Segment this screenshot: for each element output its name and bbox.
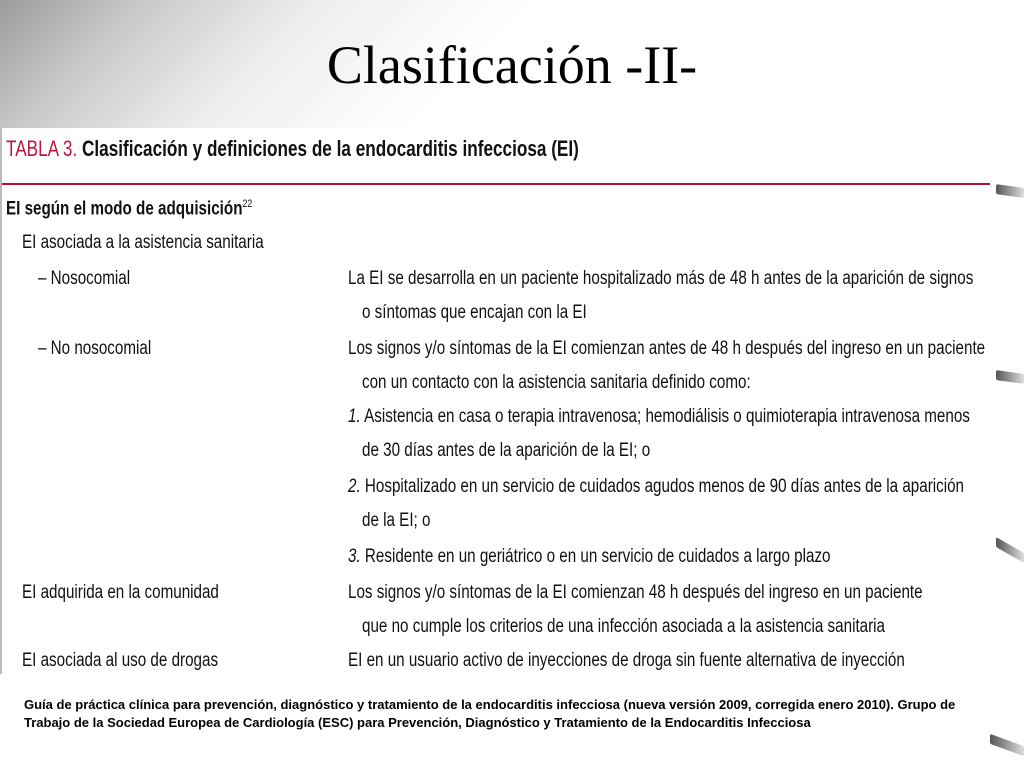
definition-line: que no cumple los criterios de una infección asociada a la asistencia sanitaria (362, 616, 886, 637)
list-number: 2. (348, 476, 361, 497)
list-item-text: Asistencia en casa o terapia intravenosa; hemodiálisis o quimioterapia intravenosa menos (364, 406, 970, 427)
list-number: 3. (348, 546, 361, 567)
category-label: EI adquirida en la comunidad (22, 582, 219, 603)
definition-line: EI en un usuario activo de inyecciones de droga sin fuente alternativa de inyección (348, 650, 905, 671)
slide-title: Clasificación -II- (326, 35, 698, 95)
list-item-text: Hospitalizado en un servicio de cuidados agudos menos de 90 días antes de la aparición (364, 476, 965, 497)
subcategory-label: – No nosocomial (38, 338, 152, 359)
definition-line: con un contacto con la asistencia sanitaria definido como: (362, 372, 751, 393)
category-label: EI asociada al uso de drogas (22, 650, 219, 671)
definition-line: o síntomas que encajan con la EI (362, 302, 587, 323)
source-citation: Guía de práctica clínica para prevención, diagnóstico y tratamiento de la endocarditis infecciosa (nueva versión 2009, corregida enero 2010). Grupo de Trabajo de la Sociedad Europea de Cardiología (ESC) para Prevención, Diagnóstico y Tratamiento de la Endocarditis Infecciosa (24, 697, 956, 730)
table-image (2, 128, 990, 674)
definition-line: Los signos y/o síntomas de la EI comienzan 48 h después del ingreso en un paciente (348, 582, 923, 603)
heading-divider (2, 183, 990, 185)
section-reference: 22 (242, 198, 253, 210)
definition-line: Los signos y/o síntomas de la EI comienzan antes de 48 h después del ingreso en un paciente (348, 338, 986, 359)
list-item (348, 546, 831, 568)
table-heading-text: Clasificación y definiciones de la endocarditis infecciosa (EI) (82, 136, 579, 161)
list-item (348, 476, 964, 498)
section-title-text: EI según el modo de adquisición (6, 198, 243, 220)
definition-line: de 30 días antes de la aparición de la EI; o (362, 440, 651, 461)
list-item (348, 406, 970, 428)
section-title (6, 198, 252, 220)
table-label: TABLA 3. (6, 136, 78, 161)
list-item-text: Residente en un geriátrico o en un servicio de cuidados a largo plazo (364, 546, 831, 567)
definition-line: La EI se desarrolla en un paciente hospitalizado más de 48 h antes de la aparición de signos (348, 268, 974, 289)
table-heading (6, 136, 579, 162)
definition-line: de la EI; o (362, 510, 431, 531)
subcategory-label: – Nosocomial (38, 268, 131, 289)
category-label: EI asociada a la asistencia sanitaria (22, 232, 264, 253)
list-number: 1. (348, 406, 361, 427)
